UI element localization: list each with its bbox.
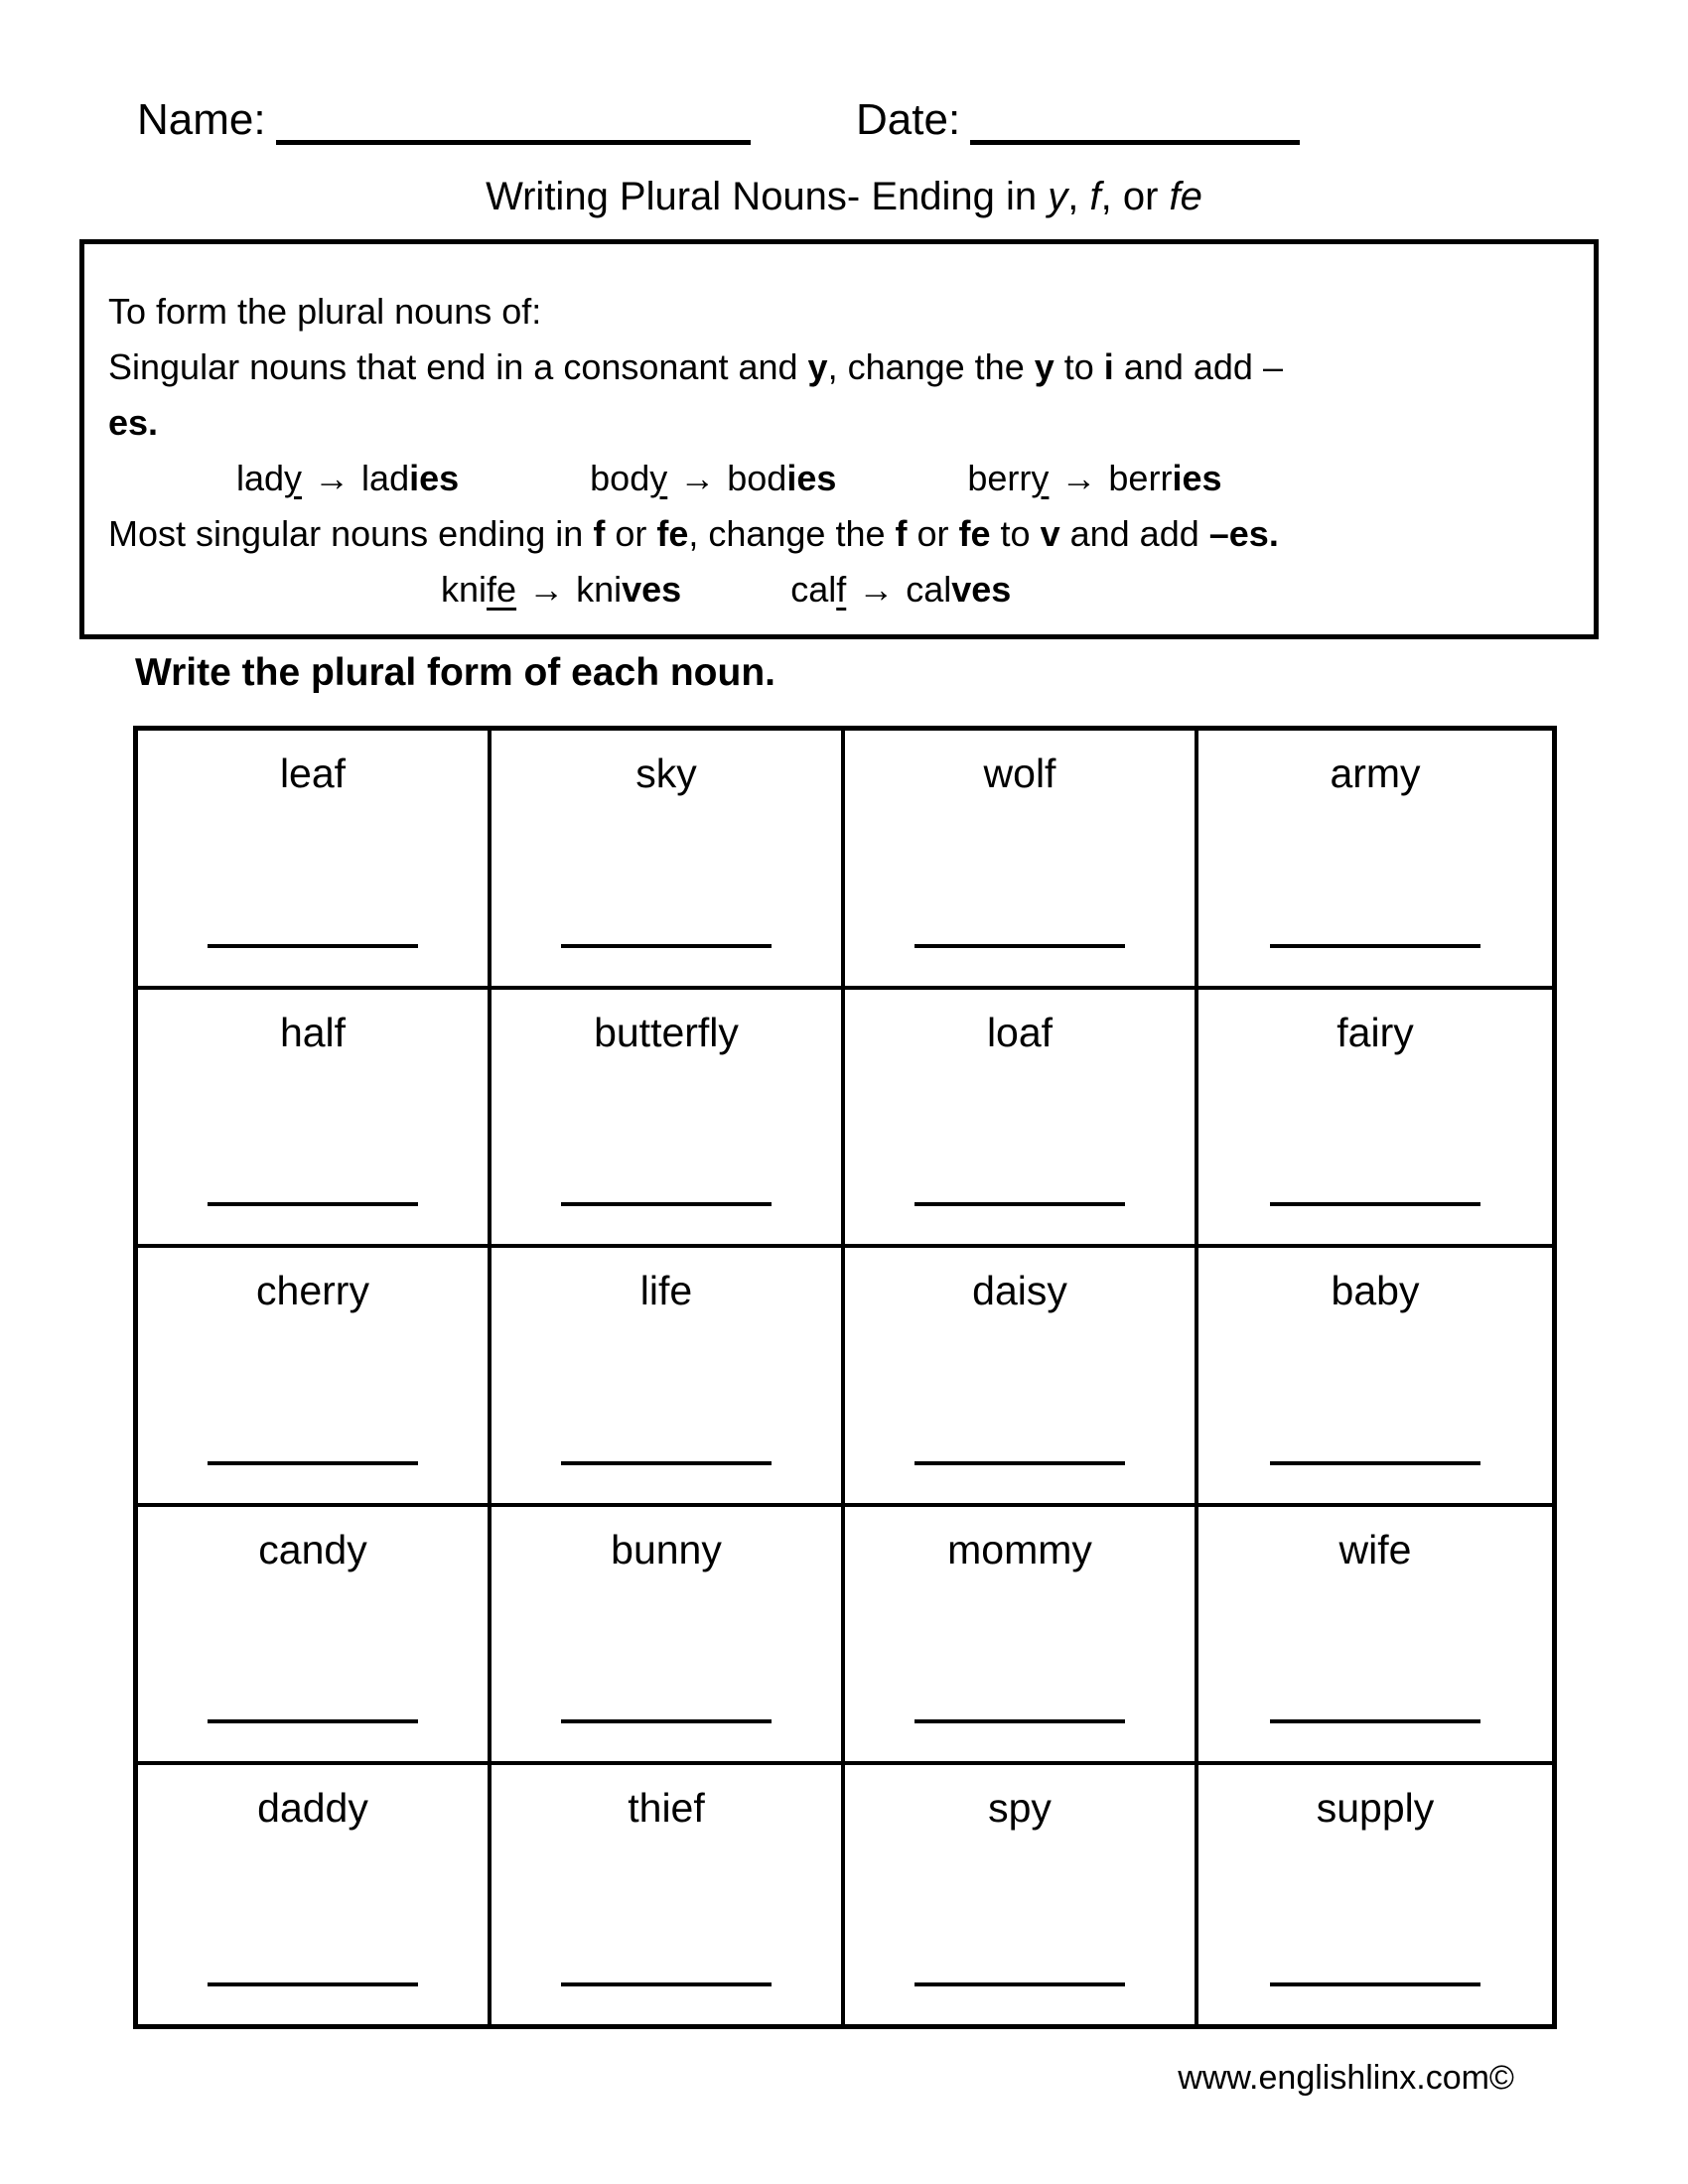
grid-cell <box>1198 1248 1552 1507</box>
arrow-icon: → <box>528 569 565 610</box>
date-blank[interactable] <box>970 96 1300 145</box>
grid-cell <box>138 1248 492 1507</box>
name-blank[interactable] <box>276 96 751 145</box>
noun-word: life <box>639 1268 693 1314</box>
answer-blank[interactable] <box>1270 1719 1480 1723</box>
rules-box <box>79 239 1599 639</box>
noun-word: leaf <box>279 751 347 796</box>
answer-blank[interactable] <box>208 1982 418 1986</box>
grid-cell <box>138 1765 492 2024</box>
grid-cell <box>492 1507 845 1766</box>
date-field <box>856 95 1300 145</box>
grid-cell <box>845 1765 1198 2024</box>
answer-blank[interactable] <box>914 944 1125 948</box>
examples-f <box>108 562 1570 617</box>
name-field <box>137 95 751 145</box>
noun-word: fairy <box>1336 1009 1414 1055</box>
noun-word: mommy <box>947 1526 1092 1572</box>
answer-blank[interactable] <box>1270 1202 1480 1206</box>
arrow-icon: → <box>314 458 351 498</box>
grid-cell <box>845 1248 1198 1507</box>
grid-cell <box>492 731 845 990</box>
answer-blank[interactable] <box>208 944 418 948</box>
answer-blank[interactable] <box>914 1719 1125 1723</box>
grid-cell <box>138 1507 492 1766</box>
page-title: Writing Plural Nouns- Ending in y, f, or fe <box>486 175 1202 218</box>
example-lady: lady → ladies <box>236 458 460 498</box>
answer-blank[interactable] <box>1270 1982 1480 1986</box>
noun-word: thief <box>628 1785 705 1832</box>
rule-consonant-y: Singular nouns that end in a consonant and y, change the y to i and add – <box>108 346 1283 387</box>
answer-blank[interactable] <box>1270 944 1480 948</box>
grid-cell <box>492 1765 845 2024</box>
answer-blank[interactable] <box>208 1461 418 1465</box>
grid-cell <box>138 990 492 1249</box>
grid-cell <box>492 990 845 1249</box>
noun-word: sky <box>635 751 697 796</box>
noun-word: supply <box>1316 1785 1435 1832</box>
noun-word: baby <box>1331 1268 1420 1314</box>
grid-cell <box>845 990 1198 1249</box>
grid-cell <box>1198 990 1552 1249</box>
answer-blank[interactable] <box>914 1202 1125 1206</box>
answer-blank[interactable] <box>561 1202 772 1206</box>
noun-word: spy <box>988 1785 1052 1832</box>
answer-blank[interactable] <box>561 1982 772 1986</box>
noun-word: army <box>1330 751 1421 796</box>
noun-word: daddy <box>257 1785 368 1832</box>
answer-blank[interactable] <box>561 944 772 948</box>
grid-cell <box>845 731 1198 990</box>
grid-cell <box>492 1248 845 1507</box>
arrow-icon: → <box>679 458 716 498</box>
grid-cell <box>1198 1765 1552 2024</box>
arrow-icon: → <box>1060 458 1097 498</box>
rules-intro: To form the plural nouns of: <box>108 291 542 332</box>
rule-consonant-y-continued: es. <box>108 402 159 443</box>
answer-blank[interactable] <box>561 1461 772 1465</box>
grid-cell <box>1198 731 1552 990</box>
answer-blank[interactable] <box>208 1202 418 1206</box>
noun-word: loaf <box>986 1009 1054 1055</box>
example-body: body → bodies <box>590 458 837 498</box>
instruction-text: Write the plural form of each noun. <box>135 651 775 694</box>
answer-blank[interactable] <box>208 1719 418 1723</box>
arrow-icon: → <box>858 569 895 610</box>
noun-word: cherry <box>256 1268 369 1314</box>
site-credit: www.englishlinx.com© <box>1178 2059 1514 2097</box>
answer-blank[interactable] <box>914 1982 1125 1986</box>
grid-cell <box>1198 1507 1552 1766</box>
noun-word: butterfly <box>594 1009 739 1055</box>
answer-blank[interactable] <box>1270 1461 1480 1465</box>
example-calf: calf → calves <box>790 569 1012 610</box>
grid-cell <box>845 1507 1198 1766</box>
date-label: Date: <box>856 95 961 144</box>
answer-blank[interactable] <box>914 1461 1125 1465</box>
noun-grid <box>133 726 1557 2029</box>
noun-word: bunny <box>611 1526 722 1572</box>
examples-y <box>108 451 1570 506</box>
noun-word: daisy <box>972 1268 1067 1314</box>
name-label: Name: <box>137 95 266 144</box>
answer-blank[interactable] <box>561 1719 772 1723</box>
example-knife: knife → knives <box>441 569 682 610</box>
example-berry: berry → berries <box>967 458 1222 498</box>
noun-word: wife <box>1338 1526 1412 1572</box>
noun-word: wolf <box>983 751 1056 796</box>
noun-word: half <box>279 1009 347 1055</box>
rule-f-fe: Most singular nouns ending in f or fe, change the f or fe to v and add –es. <box>108 513 1279 554</box>
grid-cell <box>138 731 492 990</box>
noun-word: candy <box>258 1526 367 1572</box>
